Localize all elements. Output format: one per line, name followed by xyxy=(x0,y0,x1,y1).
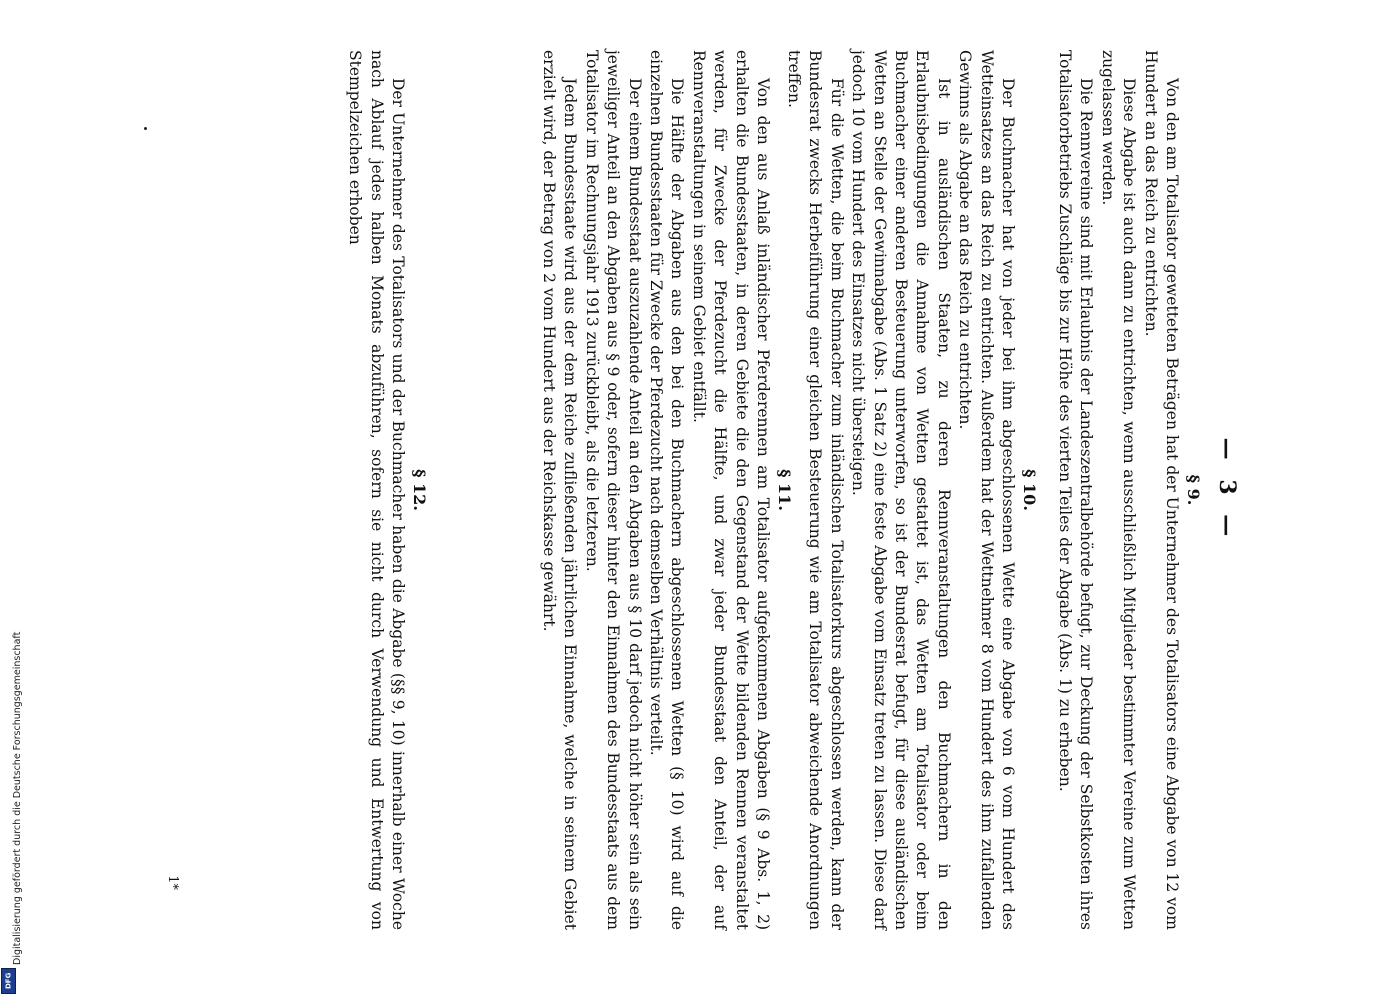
rotated-document-page xyxy=(150,50,1240,930)
dfg-logo: DFG xyxy=(1,968,16,994)
scan-speck xyxy=(144,127,147,130)
paragraph: Der Unternehmer des Totalisators und der Buchmacher haben die Abgabe (§§ 9, 10) innerhalb einer Woche nach Ablauf jedes halben Monats abzuführen, sofern sie nicht durch Verwendung und Entwertung von Stempelzeichen erhoben xyxy=(346,50,407,930)
section-10 xyxy=(783,50,1040,930)
paragraph: Die Rennvereine sind mit Erlaubnis der Landeszentralbehörde befugt, zur Deckung der Selbstkosten ihres Totalisatorbetriebs Zuschläge bis zur Höhe des vierten Teiles der Abgabe (Abs. 1) zu erheben. xyxy=(1055,50,1096,930)
section-heading: § 12. xyxy=(410,469,429,511)
paragraph: Von den aus Anlaß inländischer Pferderennen am Totalisator aufgekommenen Abgaben (§ 9 Abs. 1, 2) erhalten die Bundesstaaten, in deren Gebiete die den Gegenstand der Wette bildenden Rennen veranstaltet werden, für Zwecke der Pferdezucht die Hälfte, und zwar jeder Bundesstaat den Anteil, der auf Rennveranstaltungen in seinem Gebiet entfällt. xyxy=(689,50,772,930)
paragraph: Jedem Bundesstaate wird aus der dem Reiche zufließenden jährlichen Einnahme, welche in seinem Gebiet erzielt wird, der Betrag von 2 vom Hundert aus der Reichskasse gewährt. xyxy=(539,50,580,930)
margin-credit xyxy=(0,0,23,1000)
paragraph: Die Hälfte der Abgaben aus den bei den Buchmachern abgeschlossenen Wetten (§ 10) wird auf die einzelnen Bundesstaaten für Zwecke der Pferdezucht nach demselben Verhältnis verteilt. xyxy=(646,50,687,930)
paragraph: Von den am Totalisator gewetteten Beträgen hat der Unternehmer des Totalisators eine Abgabe von 12 vom Hundert an das Reich zu entrichten. xyxy=(1141,50,1181,930)
paragraph: Der einem Bundesstaat auszuzahlende Anteil an den Abgaben aus § 10 darf jedoch nicht höher sein als sein jeweiliger Anteil an den Abgaben aus § 9 oder, sofern dieser hinter den Einnahmen des Bundesstaats aus dem Totalisator im Rechnungsjahr 1913 zurückbleibt, als die letzteren. xyxy=(582,50,644,930)
signature-mark: 1* xyxy=(165,875,180,890)
section-9 xyxy=(1054,50,1204,930)
page-number: — 3 — xyxy=(1214,437,1240,543)
paragraph: Diese Abgabe ist auch dann zu entrichten, wenn ausschließlich Mitglieder bestimmter Vereine zum Wetten zugelassen werden. xyxy=(1098,50,1139,930)
section-heading: § 10. xyxy=(1020,469,1039,511)
digitization-credit-text: Digitalisierung gefördert durch die Deutsche Forschungsgemeinschaft xyxy=(12,631,23,965)
paragraph: Der Buchmacher hat von jeder bei ihm abgeschlossenen Wette eine Abgabe von 6 vom Hundert des Wetteinsatzes an das Reich zu entrichten. Außerdem hat der Wettnehmer 8 vom Hundert des ihm zufallenden Gewinns als Abgabe an das Reich zu entrichten. xyxy=(956,50,1017,930)
paragraph: Ist in ausländischen Staaten, zu deren Rennveranstaltungen den Buchmachern in den Erlaubnisbedingungen die Annahme von Wetten gestattet ist, das Wetten am Totalisator oder beim Buchmacher einer anderen Besteuerung unterworfen, so ist der Bundesrat befugt, für diese ausländischen Wetten an Stelle der Gewinnabgabe (Abs. 1 Satz 2) eine feste Abgabe vom Einsatz treten zu lassen. Diese darf jedoch 10 vom Hundert des Einsatzes nicht übersteigen. xyxy=(849,50,953,930)
section-heading: § 11. xyxy=(775,469,794,511)
section-12 xyxy=(344,50,430,930)
paragraph: Für die Wetten, die beim Buchmacher zum inländischen Totalisatorkurs abgeschlossen werden, kann der Bundesrat zwecks Herbeiführung einer gleichen Besteuerung wie am Totalisator abweichende Anordnungen treffen. xyxy=(784,50,846,930)
section-heading: § 9. xyxy=(1184,474,1203,506)
page-content xyxy=(150,50,1240,930)
section-11 xyxy=(538,50,795,930)
